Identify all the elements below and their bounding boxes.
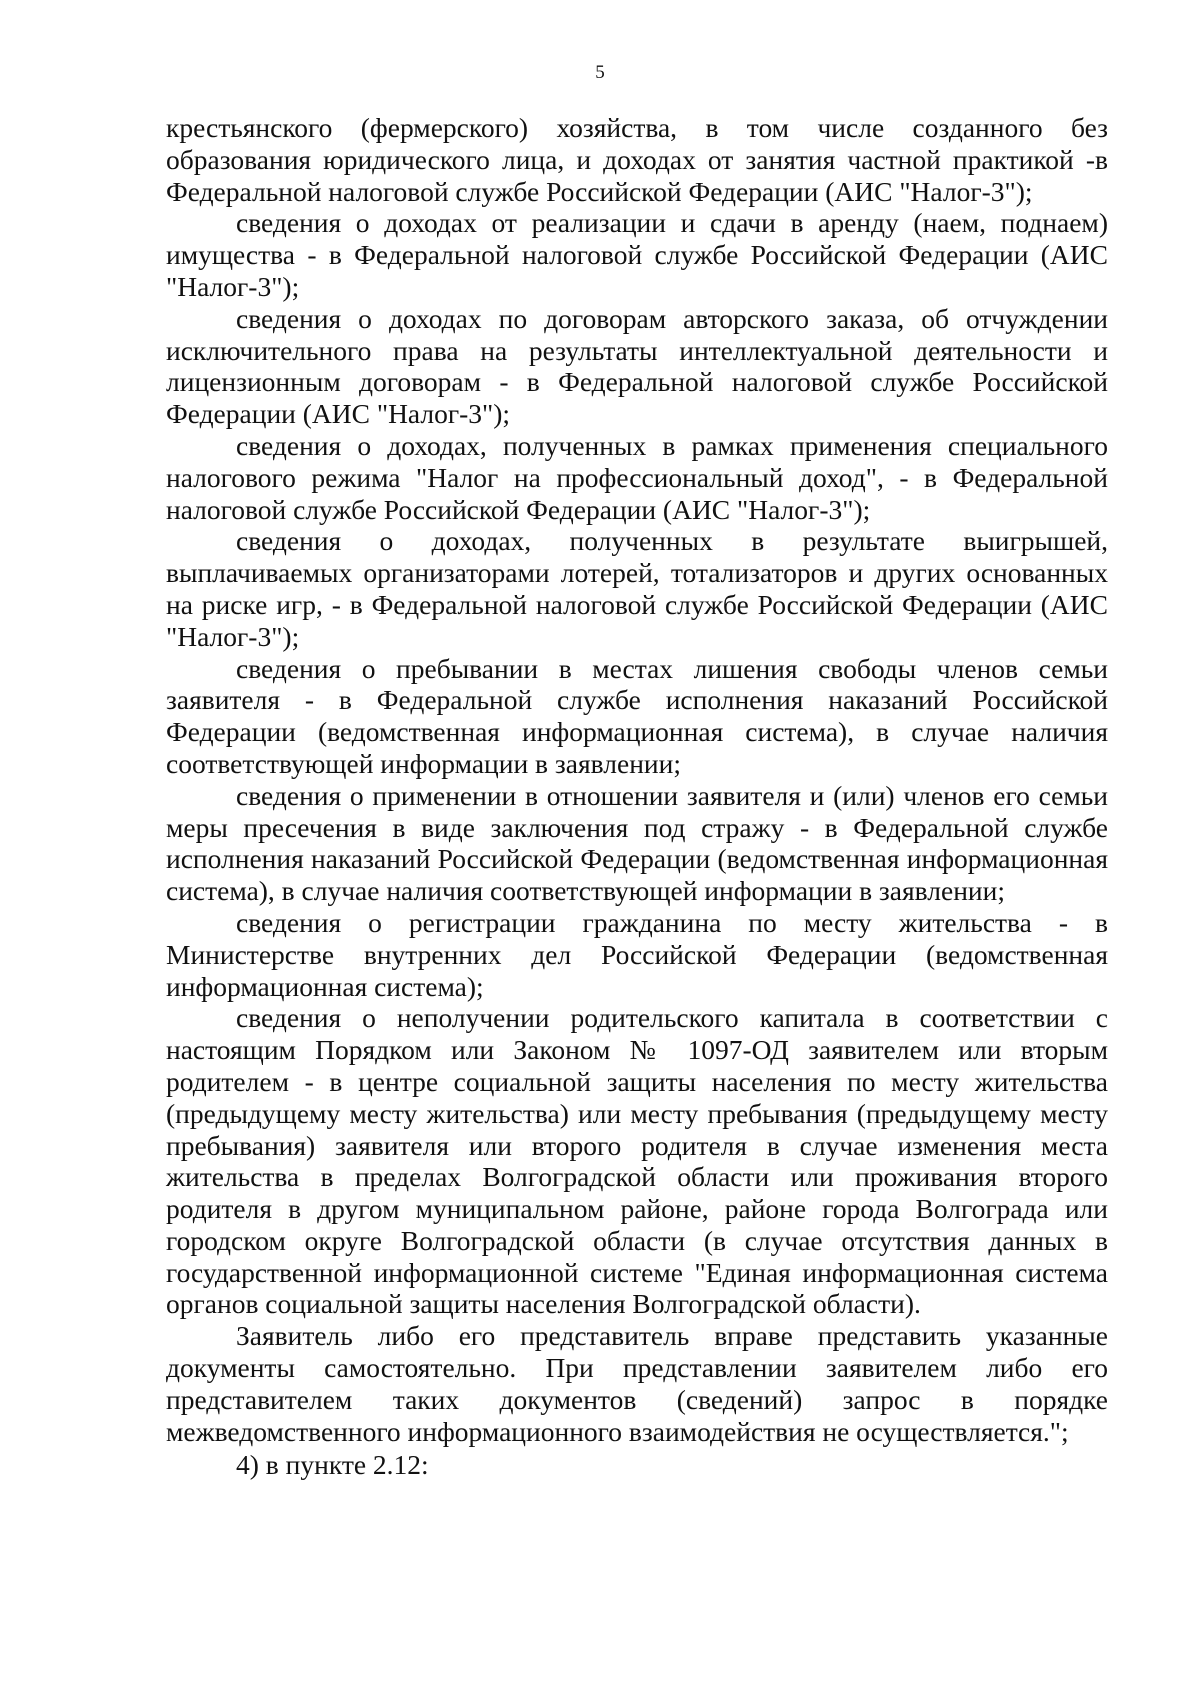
page-number: 5 bbox=[595, 62, 605, 83]
paragraph-11: 4) в пункте 2.12: bbox=[236, 1449, 429, 1481]
paragraph-2: сведения о доходах от реализации и сдачи в аренду (наем, поднаем) имущества - в Федеральной налоговой службе Российской Федерации (АИС "Налог-3"); bbox=[166, 207, 1108, 302]
paragraph-5: сведения о доходах, полученных в результате выигрышей, выплачиваемых организаторами лотерей, тотализаторов и других основанных на риске игр, - в Федеральной налоговой службе Российской Федерации (АИС "Налог-3"); bbox=[166, 525, 1108, 652]
paragraph-6: сведения о пребывании в местах лишения свободы членов семьи заявителя - в Федеральной службе исполнения наказаний Российской Федерации (ведомственная информационная система), в случае наличия соответствующей информации в заявлении; bbox=[166, 652, 1108, 779]
paragraph-9: сведения о неполучении родительского капитала в соответствии с настоящим Порядком или Законом № 1097-ОД заявителем или вторым родителем - в центре социальной защиты населения по месту жительства (предыдущему месту жительства) или месту пребывания (предыдущему месту пребывания) заявителя или второго родителя в случае изменения места жительства в пределах Волгоградской области или проживания второго родителя в другом муниципальном районе, районе города Волгограда или городском округе Волгоградской области (в случае отсутствия данных в государственной информационной системе "Единая информационная система органов социальной защиты населения Волгоградской области). bbox=[166, 1002, 1108, 1320]
document-body bbox=[166, 112, 1108, 1481]
paragraph-3: сведения о доходах по договорам авторского заказа, об отчуждении исключительного права на результаты интеллектуальной деятельности и лицензионным договорам - в Федеральной налоговой службе Российской Федерации (АИС "Налог-3"); bbox=[166, 302, 1108, 430]
paragraph-4: сведения о доходах, полученных в рамках применения специального налогового режима "Налог на профессиональный доход", - в Федеральной налоговой службе Российской Федерации (АИС "Налог-3"); bbox=[166, 429, 1108, 525]
paragraph-8: сведения о регистрации гражданина по месту жительства - в Министерстве внутренних дел Российской Федерации (ведомственная информационная система); bbox=[166, 906, 1108, 1002]
paragraph-1: крестьянского (фермерского) хозяйства, в том числе созданного без образования юридического лица, и доходах от занятия частной практикой -в Федеральной налоговой службе Российской Федерации (АИС "Налог-3"); bbox=[166, 112, 1108, 207]
paragraph-10: Заявитель либо его представитель вправе представить указанные документы самостоятельно. При представлении заявителем либо его представителем таких документов (сведений) запрос в порядке межведомственного информационного взаимодействия не осуществляется."; bbox=[166, 1320, 1108, 1447]
paragraph-7: сведения о применении в отношении заявителя и (или) членов его семьи меры пресечения в виде заключения под стражу - в Федеральной службе исполнения наказаний Российской Федерации (ведомственная информационная система), в случае наличия соответствующей информации в заявлении; bbox=[166, 779, 1108, 907]
